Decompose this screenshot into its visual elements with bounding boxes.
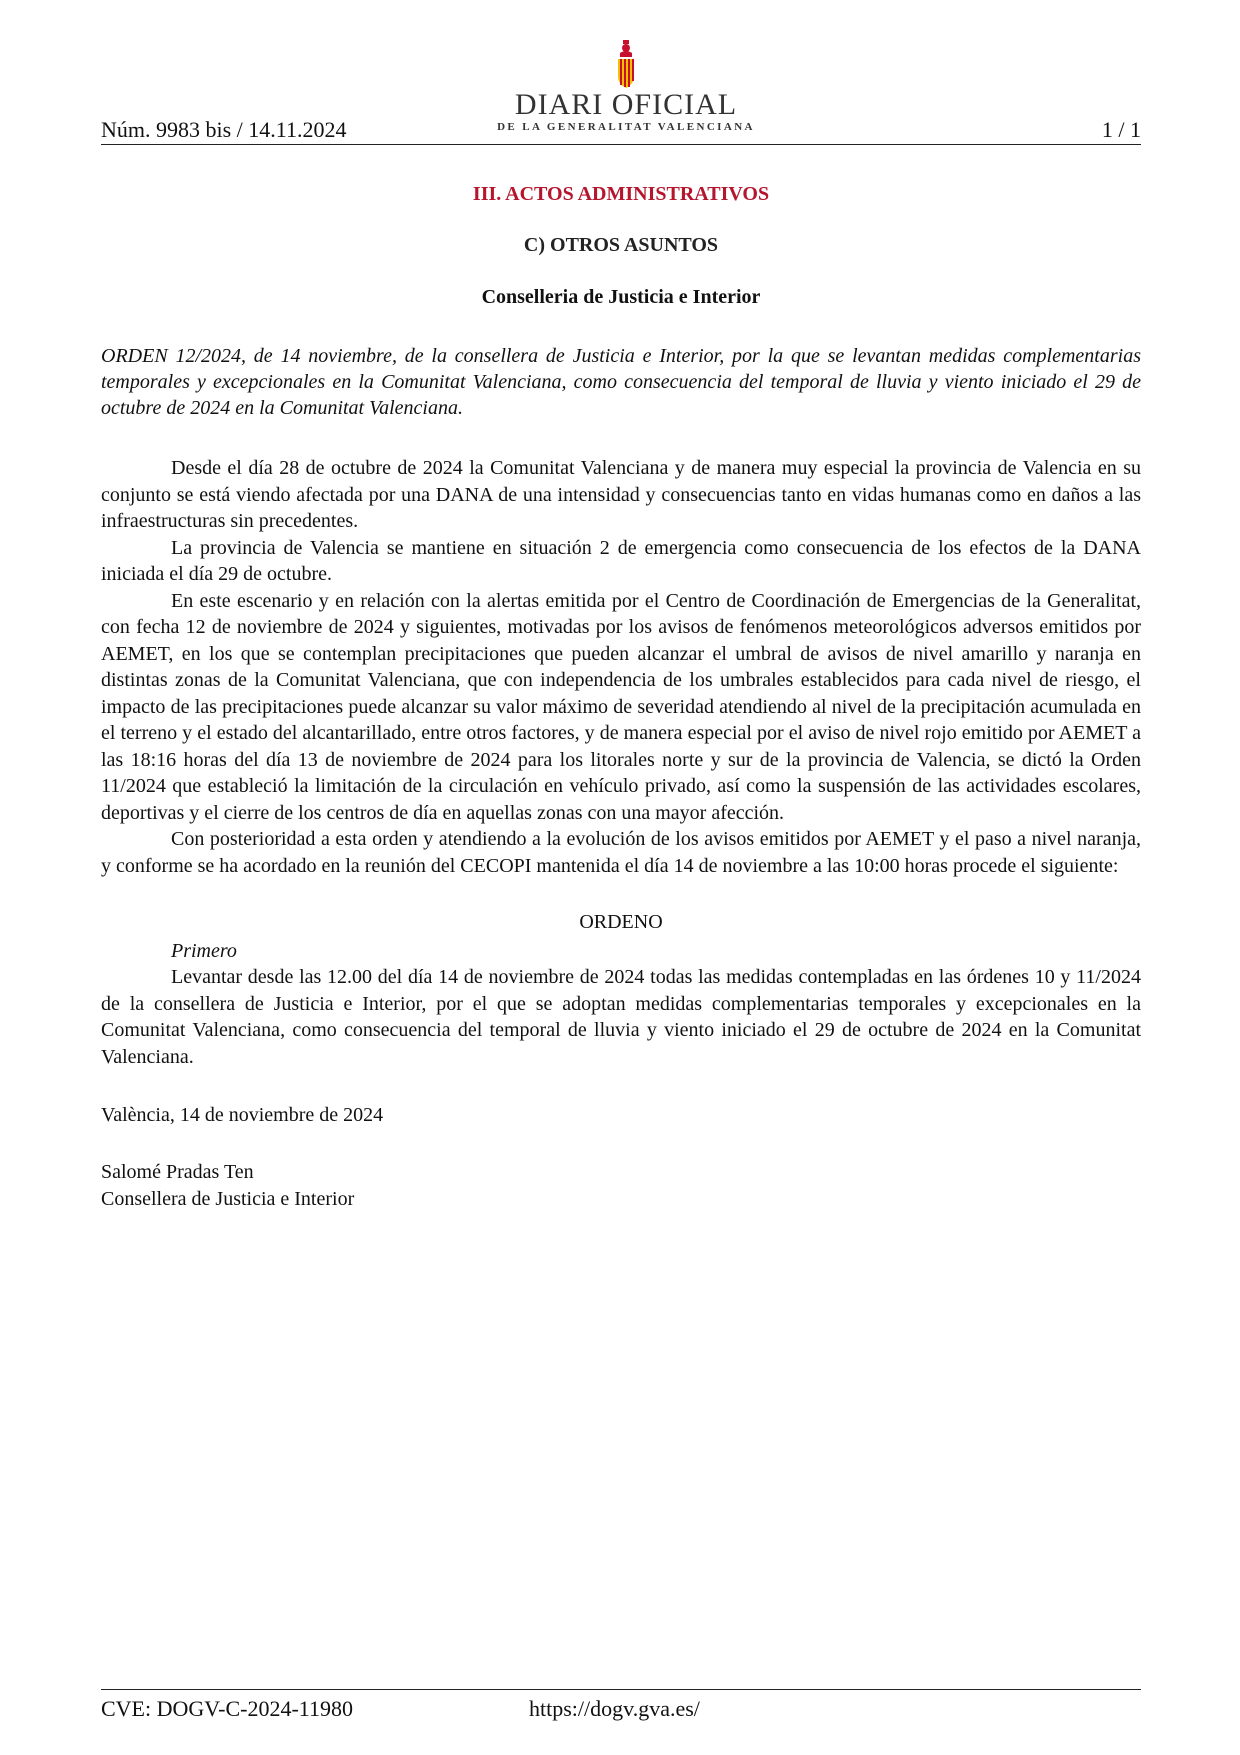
article-heading: Primero xyxy=(171,940,237,962)
subsection-heading: C) OTROS ASUNTOS xyxy=(523,234,719,256)
ordeno-heading: ORDENO xyxy=(579,911,663,933)
page-footer xyxy=(101,1689,1141,1721)
dogv-link[interactable]: https://dogv.gva.es/ xyxy=(529,1696,700,1721)
cve-code: CVE: DOGV-C-2024-11980 xyxy=(101,1696,353,1721)
signature-block xyxy=(101,1159,1141,1213)
department-heading: Conselleria de Justicia e Interior xyxy=(481,286,761,308)
document-body xyxy=(101,183,1141,1213)
preamble xyxy=(101,455,1141,879)
section-heading: III. ACTOS ADMINISTRATIVOS xyxy=(472,183,770,205)
diari-oficial-logo xyxy=(491,40,761,133)
signatory-role: Consellera de Justicia e Interior xyxy=(101,1188,355,1210)
logo-subtitle: DE LA GENERALITAT VALENCIANA xyxy=(497,121,755,133)
place-date: València, 14 de noviembre de 2024 xyxy=(101,1104,384,1126)
footer-divider xyxy=(101,1689,1141,1690)
order-title: ORDEN 12/2024, de 14 noviembre, de la consellera de Justicia e Interior, por la que se levantan medidas complementarias temporales y excepcionales en la Comunitat Valenciana, como consecuencia del temporal de lluvia y viento iniciado el 29 de octubre de 2024 en la Comunitat Valenciana. xyxy=(101,345,1141,419)
page-header xyxy=(101,40,1141,146)
paragraph: Desde el día 28 de octubre de 2024 la Comunitat Valenciana y de manera muy especial la provincia de Valencia en su conjunto se está viendo afectada por una DANA de una intensidad y consecuencias tanto en vidas humanas como en daños a las infraestructuras sin precedentes. xyxy=(101,457,1141,532)
signatory-name: Salomé Pradas Ten xyxy=(101,1161,254,1183)
paragraph: En este escenario y en relación con la alertas emitida por el Centro de Coordinación de Emergencias de la Generalitat, con fecha 12 de noviembre de 2024 y siguientes, motivadas por los avisos de fenómenos meteorológicos adversos emitidos por AEMET, en los que se contemplan precipitaciones que pueden alcanzar el umbral de avisos de nivel amarillo y naranja en distintas zonas de la Comunitat Valenciana, que con independencia de los umbrales establecidos para cada nivel de riesgo, el impacto de las precipitaciones puede alcanzar su valor máximo de severidad atendiendo al nivel de la precipitación acumulada en el terreno y el estado del alcantarillado, entre otros factores, y de manera especial por el aviso de nivel rojo emitido por AEMET a las 18:16 horas del día 13 de noviembre de 2024 para los litorales norte y sur de la provincia de Valencia, se dictó la Orden 11/2024 que estableció la limitación de la circulación en vehículo privado, así como la suspensión de las actividades escolares, deportivas y el cierre de los centros de día en aquellas zonas con una mayor afección. xyxy=(101,589,1141,824)
paragraph: Con posterioridad a esta orden y atendiendo a la evolución de los avisos emitidos por AEMET y el paso a nivel naranja, y conforme se ha acordado en la reunión del CECOPI mantenida el día 14 de noviembre a las 10:00 horas procede el siguiente: xyxy=(101,828,1141,877)
article-text: Levantar desde las 12.00 del día 14 de noviembre de 2024 todas las medidas contempladas en las órdenes 10 y 11/2024 de la consellera de Justicia e Interior, por el que se adoptan medidas complementarias temporales y excepcionales en la Comunitat Valenciana, como consecuencia del temporal de lluvia y viento iniciado el 29 de octubre de 2024 en la Comunitat Valenciana. xyxy=(101,966,1141,1068)
page-number: 1 / 1 xyxy=(1101,117,1141,142)
paragraph: La provincia de Valencia se mantiene en situación 2 de emergencia como consecuencia de los efectos de la DANA iniciada el día 29 de octubre. xyxy=(101,536,1141,585)
header-divider xyxy=(101,144,1141,145)
issue-number: Núm. 9983 bis / 14.11.2024 xyxy=(101,117,347,142)
generalitat-crest-icon xyxy=(613,40,639,90)
logo-title: DIARI OFICIAL xyxy=(514,88,738,121)
